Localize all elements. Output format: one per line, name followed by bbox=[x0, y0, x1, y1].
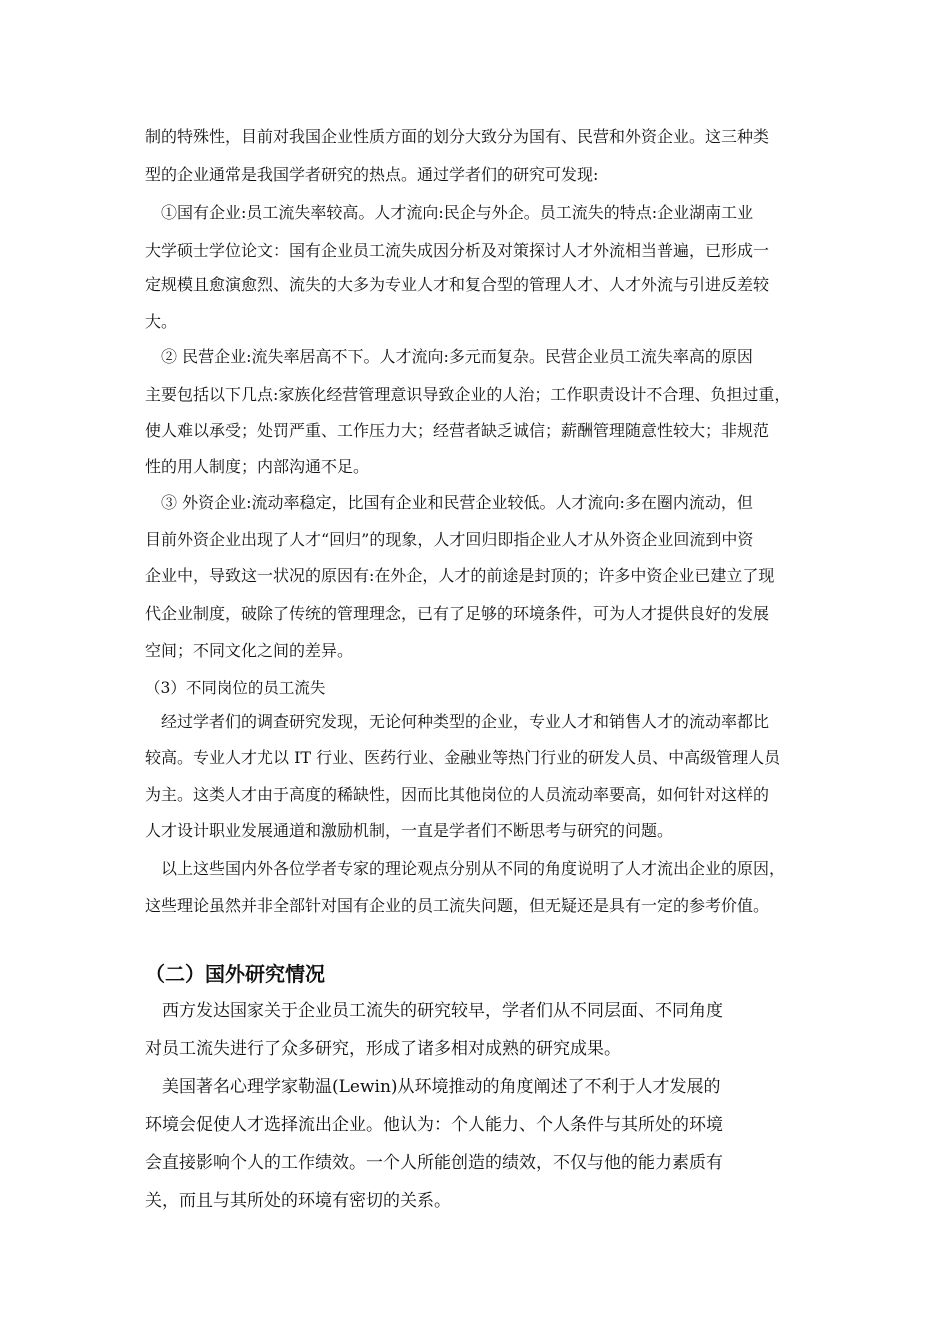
text-line: 大学硕士学位论文：国有企业员工流失成因分析及对策探讨人才外流相当普遍，已形成一 bbox=[145, 241, 770, 260]
text-line: 关，而且与其所处的环境有密切的关系。 bbox=[145, 1191, 451, 1211]
text-line: 西方发达国家关于企业员工流失的研究较早，学者们从不同层面、不同角度 bbox=[145, 1001, 723, 1021]
text-line: 制的特殊性，目前对我国企业性质方面的划分大致分为国有、民营和外资企业。这三种类 bbox=[145, 127, 770, 146]
text-line: 美国著名心理学家勒温(Lewin)从环境推动的角度阐述了不利于人才发展的 bbox=[145, 1077, 721, 1097]
text-line: 使人难以承受；处罚严重、工作压力大；经营者缺乏诚信；薪酬管理随意性较大；非规范 bbox=[145, 421, 770, 440]
text-line: 较高。专业人才尤以 IT 行业、医药行业、金融业等热门行业的研发人员、中高级管理人员 bbox=[145, 748, 781, 767]
text-line: 代企业制度，破除了传统的管理理念，已有了足够的环境条件，可为人才提供良好的发展 bbox=[145, 604, 770, 623]
text-line: 企业中，导致这一状况的原因有:在外企，人才的前途是封顶的；许多中资企业已建立了现 bbox=[145, 566, 775, 585]
text-line: 环境会促使人才选择流出企业。他认为：个人能力、个人条件与其所处的环境 bbox=[145, 1115, 723, 1135]
text-line: 主要包括以下几点:家族化经营管理意识导致企业的人治；工作职责设计不合理、负担过重， bbox=[145, 385, 791, 404]
text-line: 以上这些国内外各位学者专家的理论观点分别从不同的角度说明了人才流出企业的原因， bbox=[145, 859, 786, 878]
text-line: 这些理论虽然并非全部针对国有企业的员工流失问题，但无疑还是具有一定的参考价值。 bbox=[145, 896, 770, 915]
subsection-title: （3）不同岗位的员工流失 bbox=[145, 679, 326, 697]
text-line: ①国有企业:员工流失率较高。人才流向:民企与外企。员工流失的特点:企业湖南工业 bbox=[145, 203, 754, 222]
section-heading: （二）国外研究情况 bbox=[145, 962, 325, 986]
text-line: 人才设计职业发展通道和激励机制，一直是学者们不断思考与研究的问题。 bbox=[145, 821, 674, 840]
text-line: 目前外资企业出现了人才“回归”的现象，人才回归即指企业人才从外资企业回流到中资 bbox=[145, 530, 754, 549]
text-line: 经过学者们的调查研究发现，无论何种类型的企业，专业人才和销售人才的流动率都比 bbox=[145, 712, 770, 731]
text-line: ② 民营企业:流失率居高不下。人才流向:多元而复杂。民营企业员工流失率高的原因 bbox=[145, 347, 753, 366]
text-line: ③ 外资企业:流动率稳定，比国有企业和民营企业较低。人才流向:多在圈内流动，但 bbox=[145, 493, 753, 512]
text-line: 大。 bbox=[145, 312, 178, 331]
text-line: 会直接影响个人的工作绩效。一个人所能创造的绩效，不仅与他的能力素质有 bbox=[145, 1153, 723, 1173]
text-line: 定规模且愈演愈烈、流失的大多为专业人才和复合型的管理人才、人才外流与引进反差较 bbox=[145, 275, 770, 294]
text-line: 型的企业通常是我国学者研究的热点。通过学者们的研究可发现: bbox=[145, 165, 599, 184]
text-line: 空间；不同文化之间的差异。 bbox=[145, 641, 354, 660]
text-line: 对员工流失进行了众多研究，形成了诸多相对成熟的研究成果。 bbox=[145, 1039, 621, 1059]
text-line: 为主。这类人才由于高度的稀缺性，因而比其他岗位的人员流动率要高，如何针对这样的 bbox=[145, 785, 770, 804]
text-line: 性的用人制度；内部沟通不足。 bbox=[145, 457, 370, 476]
